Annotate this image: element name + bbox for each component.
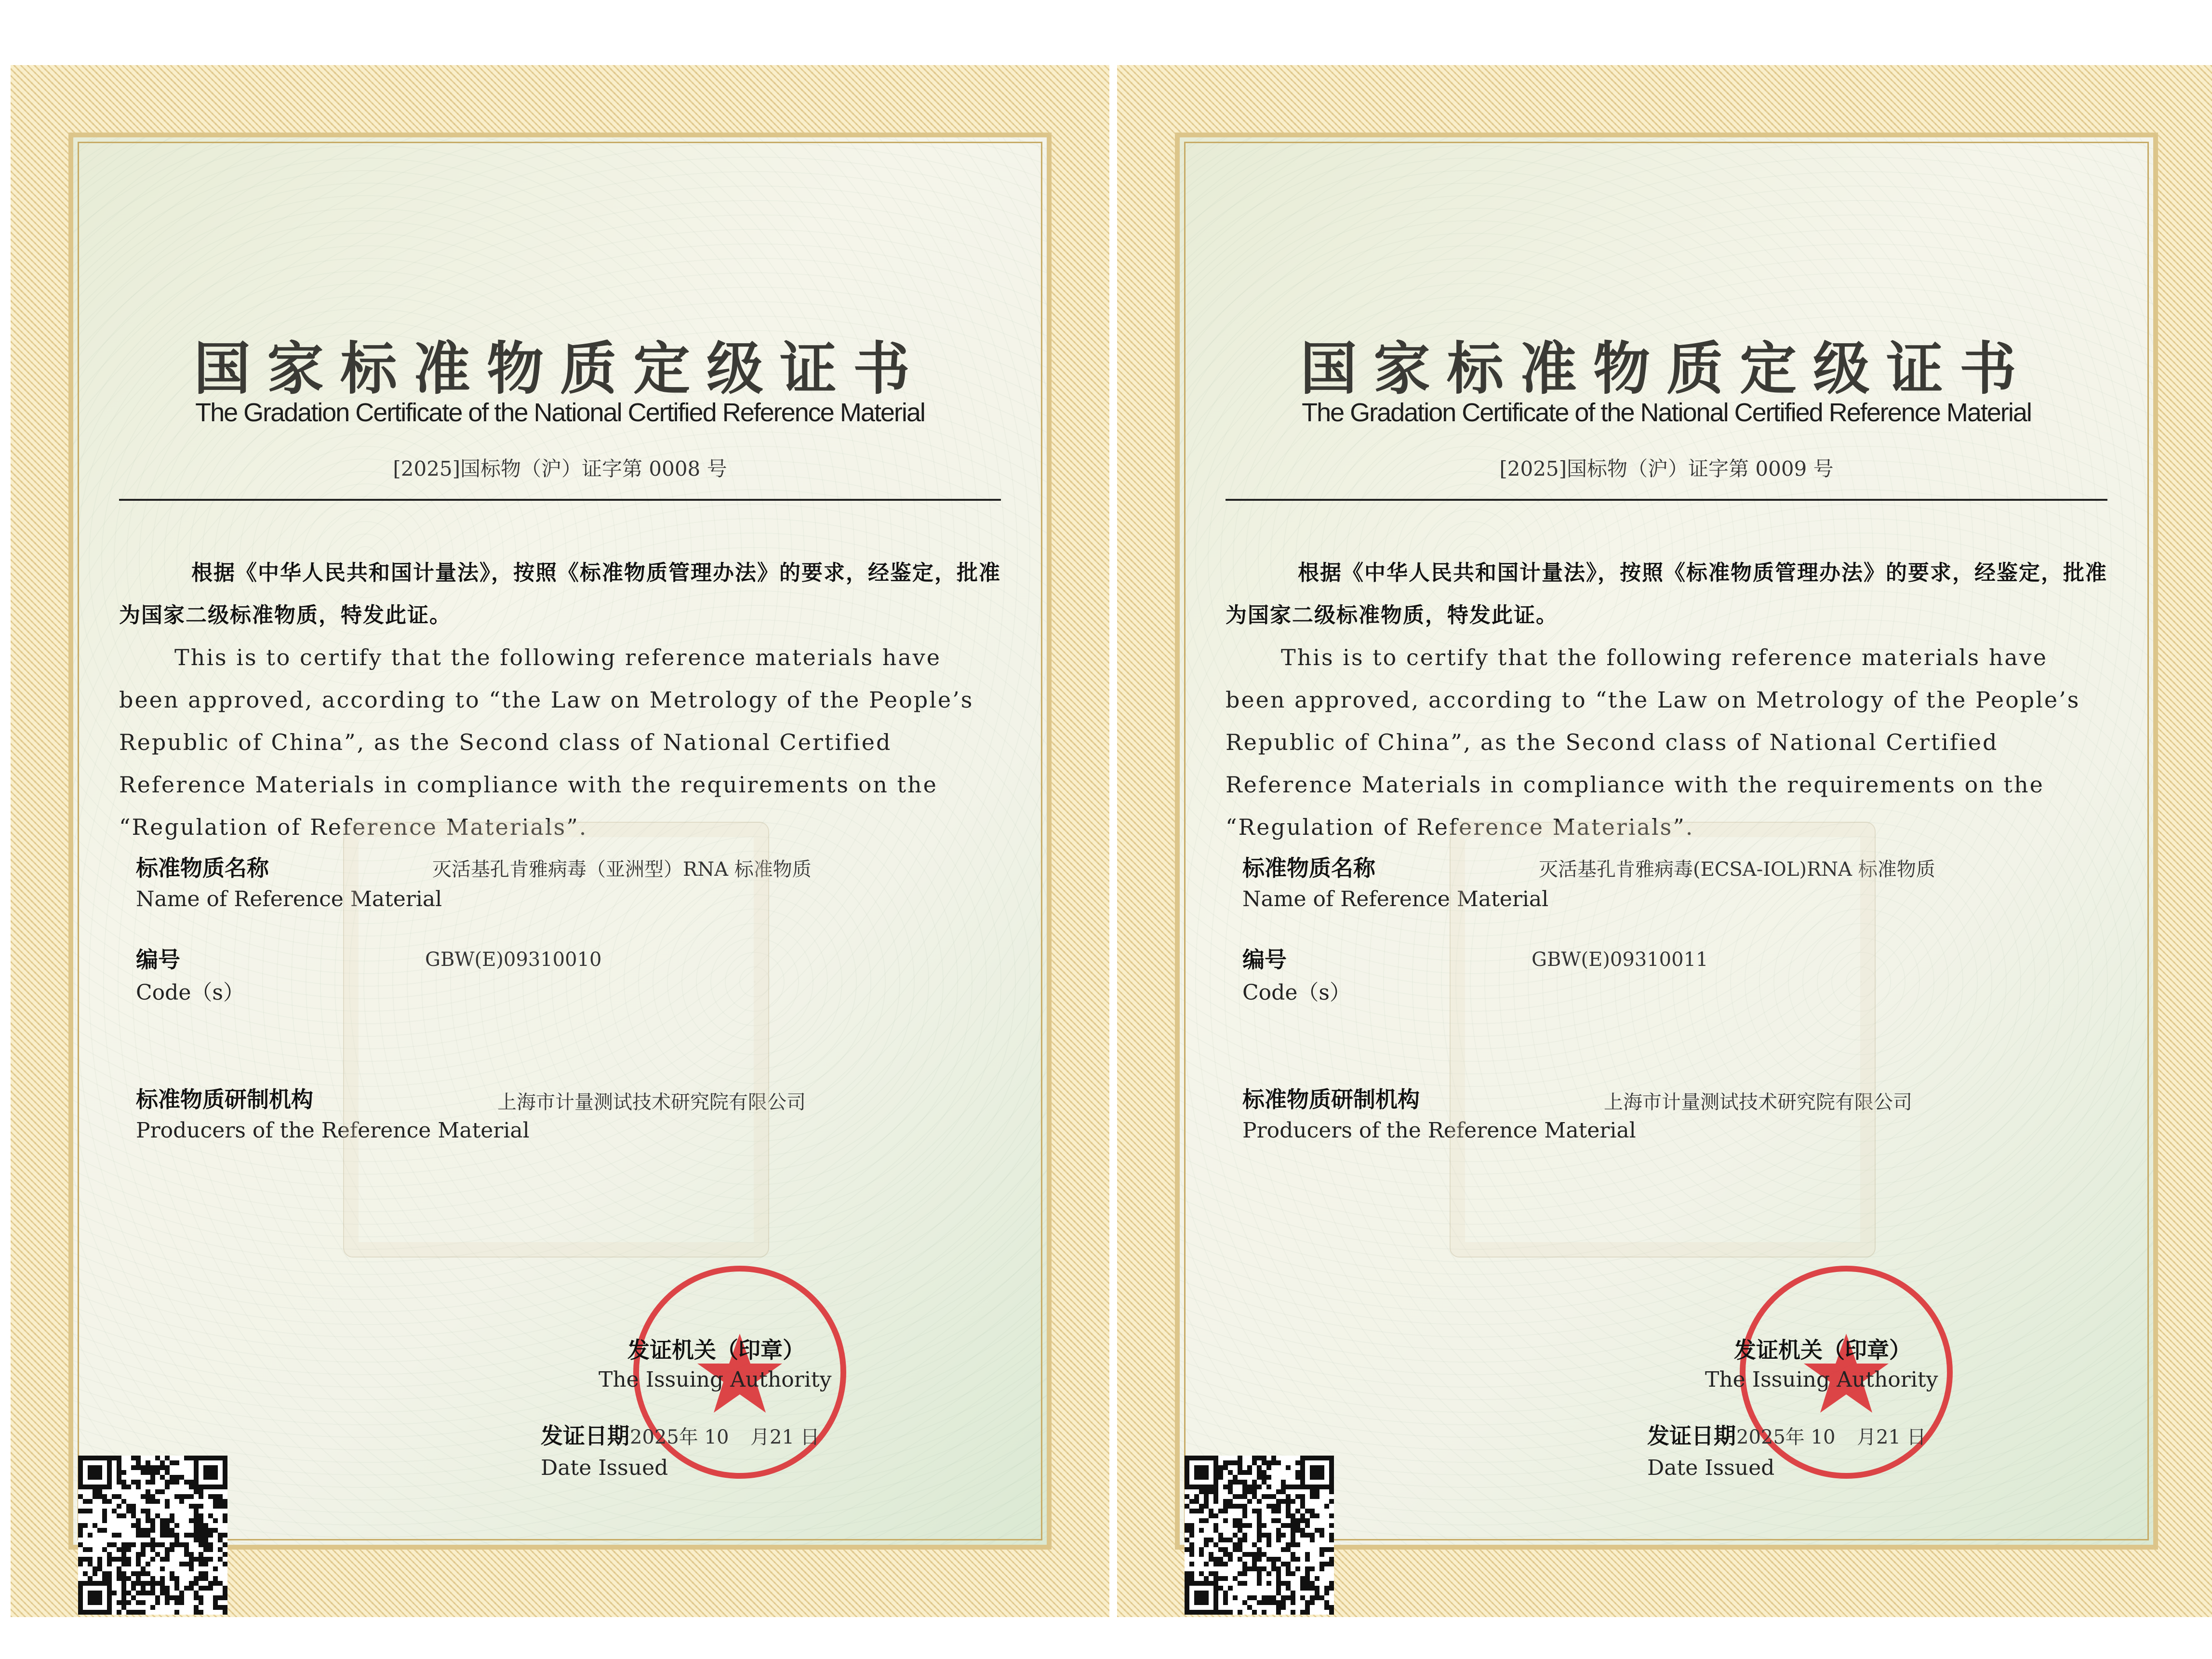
certificate-number: [2025]国标物（沪）证字第 0008 号 <box>393 457 727 481</box>
date-label-cn: 发证日期 <box>1647 1423 1736 1449</box>
qr-code <box>1185 1456 1334 1615</box>
statement-en: This is to certify that the following reference materials have been approved, according to “the Law on Metrology of the People’s Republic of China”, as the Second class of National Certified Reference Materials in compliance with the requirements on the “Regulation of Reference Materials”. <box>1226 644 2080 840</box>
date-label-en: Date Issued <box>1647 1456 1775 1480</box>
date-label-cn: 发证日期 <box>541 1423 629 1449</box>
code-label-cn: 编号 <box>1242 947 1287 973</box>
producer-label-cn: 标准物质研制机构 <box>136 1086 313 1112</box>
producer-label-cn: 标准物质研制机构 <box>1242 1086 1420 1112</box>
code-label-en: Code（s） <box>1242 980 1351 1005</box>
producer-value: 上海市计量测试技术研究院有限公司 <box>1604 1091 1912 1113</box>
certificate-title-cn: 国家标准物质定级证书 <box>193 335 926 402</box>
statement-cn: 根据《中华人民共和国计量法》，按照《标准物质管理办法》的要求，经鉴定，批准为国家二级标准物质，特发此证。 <box>1226 561 2107 628</box>
divider-line <box>1226 499 2107 501</box>
certificate-inner-panel <box>68 133 1052 1550</box>
qr-code <box>78 1456 227 1615</box>
certificate-left <box>11 65 1109 1617</box>
code-label-cn: 编号 <box>136 947 180 973</box>
producer-label-en: Producers of the Reference Material <box>1242 1118 1636 1143</box>
date-label-en: Date Issued <box>541 1456 668 1480</box>
issuer-label-cn: 发证机关（印章） <box>1734 1337 1911 1363</box>
divider-line <box>119 499 1001 501</box>
name-label-cn: 标准物质名称 <box>136 855 269 881</box>
certificate-right <box>1117 65 2212 1617</box>
certificate-title-cn: 国家标准物质定级证书 <box>1300 335 2033 402</box>
date-month: 月21 日 <box>1857 1426 1926 1448</box>
name-label-en: Name of Reference Material <box>1242 887 1549 911</box>
code-value: GBW(E)09310011 <box>1532 949 1708 971</box>
name-label-cn: 标准物质名称 <box>1242 855 1375 881</box>
certificate-title-en: The Gradation Certificate of the National Certified Reference Material <box>195 398 925 427</box>
name-label-en: Name of Reference Material <box>136 887 442 911</box>
certificate-title-en: The Gradation Certificate of the National Certified Reference Material <box>1302 398 2031 427</box>
producer-label-en: Producers of the Reference Material <box>136 1118 530 1143</box>
code-value: GBW(E)09310010 <box>425 949 602 971</box>
producer-value: 上海市计量测试技术研究院有限公司 <box>497 1091 806 1113</box>
certificate-number: [2025]国标物（沪）证字第 0009 号 <box>1499 457 1834 481</box>
certificate-inner-panel <box>1175 133 2158 1550</box>
name-value: 灭活基孔肯雅病毒(ECSA-IOL)RNA 标准物质 <box>1539 858 1935 881</box>
issuer-label-cn: 发证机关（印章） <box>627 1337 805 1363</box>
date-value: 2025年 10 <box>630 1426 729 1448</box>
issuer-label-en: The Issuing Authority <box>1705 1367 1938 1392</box>
name-value: 灭活基孔肯雅病毒（亚洲型）RNA 标准物质 <box>432 858 812 881</box>
statement-cn: 根据《中华人民共和国计量法》，按照《标准物质管理办法》的要求，经鉴定，批准为国家二级标准物质，特发此证。 <box>119 561 1001 628</box>
date-month: 月21 日 <box>750 1426 820 1448</box>
date-value: 2025年 10 <box>1736 1426 1836 1448</box>
issuer-label-en: The Issuing Authority <box>599 1367 832 1392</box>
statement-en: This is to certify that the following reference materials have been approved, according to “the Law on Metrology of the People’s Republic of China”, as the Second class of National Certified Reference Materials in compliance with the requirements on the “Regulation of Reference Materials”. <box>119 644 974 840</box>
code-label-en: Code（s） <box>136 980 244 1005</box>
